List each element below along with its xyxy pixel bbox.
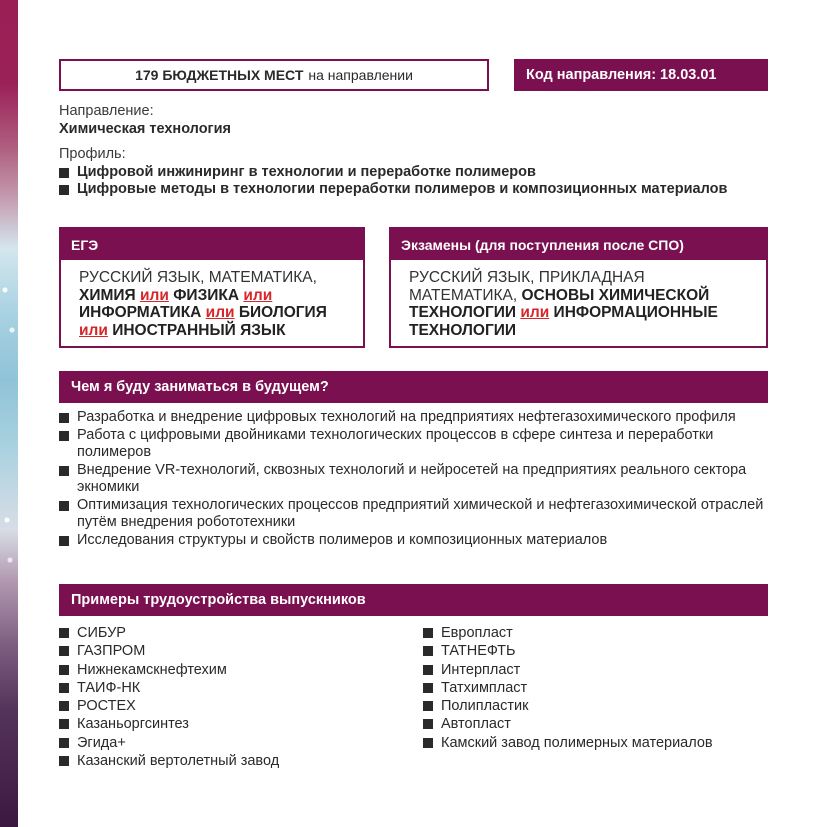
bullet-square-icon xyxy=(423,646,433,656)
budget-places-box xyxy=(59,59,489,91)
bullet-square-icon xyxy=(59,413,69,423)
direction-value: Химическая технология xyxy=(59,120,231,137)
employer-item: Европласт xyxy=(423,624,768,642)
employer-item: Интерпласт xyxy=(423,661,768,679)
profile-label: Профиль: xyxy=(59,146,126,162)
profile-item: Цифровой инжиниринг в технологии и переработке полимеров xyxy=(59,164,769,182)
employer-item: Автопласт xyxy=(423,715,768,733)
decorative-side-strip xyxy=(0,0,18,827)
bullet-square-icon xyxy=(423,719,433,729)
bullet-square-icon xyxy=(59,431,69,441)
employer-item: Нижнекамскнефтехим xyxy=(59,661,399,679)
bullet-square-icon xyxy=(59,738,69,748)
spo-subjects: РУССКИЙ ЯЗЫК, ПРИКЛАДНАЯ МАТЕМАТИКА, ОСНОВЫ ХИМИЧЕСКОЙ ТЕХНОЛОГИИ или ИНФОРМАЦИОННЫЕ ТЕХНОЛОГИИ xyxy=(409,269,718,339)
list-item: Внедрение VR-технологий, сквозных технологий и нейросетей на предприятиях реального сектора экномики xyxy=(59,462,774,497)
ege-subjects: РУССКИЙ ЯЗЫК, МАТЕМАТИКА, ХИМИЯ или ФИЗИКА или ИНФОРМАТИКА или БИОЛОГИЯ или ИНОСТРАННЫЙ ЯЗЫК xyxy=(79,269,327,339)
bullet-square-icon xyxy=(423,665,433,675)
bullet-square-icon xyxy=(59,665,69,675)
bullet-square-icon xyxy=(59,466,69,476)
ege-exams-card xyxy=(59,227,365,348)
ege-card-title: ЕГЭ xyxy=(61,229,363,260)
bullet-square-icon xyxy=(423,628,433,638)
employer-item: Казанский вертолетный завод xyxy=(59,752,399,770)
employer-item: СИБУР xyxy=(59,624,399,642)
budget-count: 179 БЮДЖЕТНЫХ МЕСТ xyxy=(135,67,304,83)
profile-item: Цифровые методы в технологии переработки полимеров и композиционных материалов xyxy=(59,181,769,199)
bullet-square-icon xyxy=(59,168,69,178)
direction-code: Код направления: 18.03.01 xyxy=(526,67,717,83)
budget-suffix: на направлении xyxy=(308,67,413,83)
employer-item: Полипластик xyxy=(423,697,768,715)
list-item: Оптимизация технологических процессов предприятий химической и нефтегазохимической отраслей путём внедрения робототехники xyxy=(59,497,774,532)
future-activities-list xyxy=(59,409,774,549)
employer-item: РОСТЕХ xyxy=(59,697,399,715)
employment-section-header: Примеры трудоустройства выпускников xyxy=(59,584,768,616)
bullet-square-icon xyxy=(423,701,433,711)
employer-item: ГАЗПРОМ xyxy=(59,642,399,660)
employers-list-left xyxy=(59,624,399,770)
direction-label: Направление: xyxy=(59,103,154,119)
employer-item: ТАИФ-НК xyxy=(59,679,399,697)
spo-card-title: Экзамены (для поступления после СПО) xyxy=(391,229,766,260)
bullet-square-icon xyxy=(59,701,69,711)
employer-item: Казаньоргсинтез xyxy=(59,715,399,733)
list-item: Работа с цифровыми двойниками технологических процессов в сфере синтеза и переработки полимеров xyxy=(59,427,774,462)
spo-exams-card xyxy=(389,227,768,348)
direction-info xyxy=(59,103,769,199)
bullet-square-icon xyxy=(423,738,433,748)
bullet-square-icon xyxy=(59,501,69,511)
bullet-square-icon xyxy=(59,756,69,766)
bullet-square-icon xyxy=(59,683,69,693)
employer-item: ТАТНЕФТЬ xyxy=(423,642,768,660)
future-section-header: Чем я буду заниматься в будущем? xyxy=(59,371,768,403)
direction-code-box xyxy=(514,59,768,91)
profile-list xyxy=(59,164,769,199)
bullet-square-icon xyxy=(59,185,69,195)
employer-item: Камский завод полимерных материалов xyxy=(423,734,768,752)
list-item: Исследования структуры и свойств полимеров и композиционных материалов xyxy=(59,532,774,550)
bullet-square-icon xyxy=(59,628,69,638)
bullet-square-icon xyxy=(59,646,69,656)
employers-list-right xyxy=(423,624,768,752)
bullet-square-icon xyxy=(59,719,69,729)
list-item: Разработка и внедрение цифровых технологий на предприятиях нефтегазохимического профиля xyxy=(59,409,774,427)
bullet-square-icon xyxy=(59,536,69,546)
employer-item: Эгида+ xyxy=(59,734,399,752)
bullet-square-icon xyxy=(423,683,433,693)
employer-item: Татхимпласт xyxy=(423,679,768,697)
